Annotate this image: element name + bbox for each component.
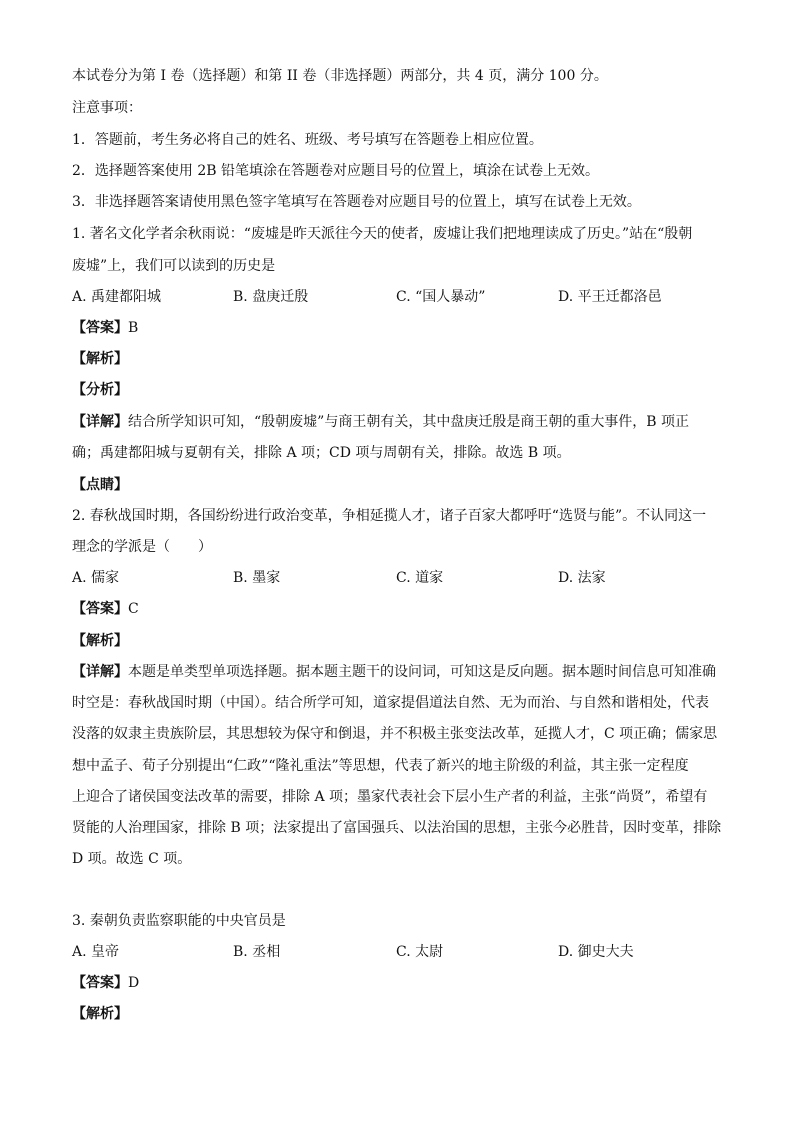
- question-3-options: [72, 942, 722, 962]
- question-3-stem-line-1: 3. 秦朝负责监察职能的中央官员是: [72, 913, 286, 929]
- answer-value: D: [128, 975, 140, 991]
- question-2-option-a[interactable]: A. 儒家: [72, 570, 120, 586]
- question-1-answer: [72, 318, 722, 338]
- question-1-option-d[interactable]: D. 平王迁都洛邑: [558, 289, 662, 305]
- question-2-analysis-tag: 【解析】: [72, 633, 128, 649]
- answer-tag: 【答案】: [72, 320, 128, 336]
- question-2-detail-line-4: 想中孟子、荀子分别提出“仁政”“隆礼重法”等思想，代表了新兴的地主阶级的利益，其主张一定程度: [72, 758, 689, 774]
- question-2-option-d[interactable]: D. 法家: [558, 570, 606, 586]
- question-1-fenxi-tag: 【分析】: [72, 382, 128, 398]
- question-1-detail-line-2: 确；禹建都阳城与夏朝有关，排除 A 项；CD 项与周朝有关，排除。故选 B 项。: [72, 445, 571, 461]
- question-3-answer: [72, 973, 722, 993]
- question-1-detail-line-1: [72, 412, 722, 432]
- notice-title: 注意事项：: [72, 100, 142, 116]
- question-2-detail-line-1: [72, 662, 722, 682]
- answer-tag: 【答案】: [72, 601, 128, 617]
- question-1-analysis-tag: 【解析】: [72, 351, 128, 367]
- question-2-detail-line-6: 贤能的人治理国家，排除 B 项；法家提出了富国强兵、以法治国的思想，主张今必胜昔，因时变革，排除: [72, 820, 722, 836]
- notice-item-3: 3．非选择题答案请使用黑色签字笔填写在答题卷对应题目号的位置上，填写在试卷上无效。: [72, 194, 641, 210]
- question-3-option-d[interactable]: D. 御史大夫: [558, 944, 634, 960]
- question-2-stem-line-2: 理念的学派是（ ）: [72, 539, 212, 555]
- question-2-answer: [72, 599, 722, 619]
- answer-tag: 【答案】: [72, 975, 128, 991]
- detail-tag: 【详解】: [72, 414, 128, 430]
- notice-item-2: 2．选择题答案使用 2B 铅笔填涂在答题卷对应题目号的位置上，填涂在试卷上无效。: [72, 163, 600, 179]
- question-3-option-b[interactable]: B. 丞相: [233, 944, 281, 960]
- answer-value: B: [128, 320, 139, 336]
- question-2-option-b[interactable]: B. 墨家: [233, 570, 281, 586]
- intro-line: 本试卷分为第 I 卷（选择题）和第 II 卷（非选择题）两部分，共 4 页，满分 100 分。: [72, 68, 608, 84]
- question-1-option-a[interactable]: A. 禹建都阳城: [72, 289, 162, 305]
- question-1-options: [72, 287, 722, 307]
- answer-value: C: [128, 601, 139, 617]
- question-2-detail-line-5: 上迎合了诸侯国变法改革的需要，排除 A 项；墨家代表社会下层小生产者的利益，主张“尚贤”，希望有: [72, 789, 708, 805]
- question-1-stem-line-2: 废墟”上，我们可以读到的历史是: [72, 258, 276, 274]
- question-2-detail-line-3: 没落的奴隶主贵族阶层，其思想较为保守和倒退，并不积极主张变法改革，延揽人才，C 项正确；儒家思: [72, 726, 718, 742]
- notice-item-1: 1．答题前，考生务必将自己的姓名、班级、考号填写在答题卷上相应位置。: [72, 132, 543, 148]
- question-1-option-c[interactable]: C. “国人暴动”: [396, 289, 486, 305]
- question-2-detail-line-7: D 项。故选 C 项。: [72, 851, 192, 867]
- question-2-options: [72, 568, 722, 588]
- question-2-option-c[interactable]: C. 道家: [396, 570, 444, 586]
- question-1-stem-line-1: 1. 著名文化学者余秋雨说：“废墟是昨天派往今天的使者，废墟让我们把地理读成了历史。”站在“殷朝: [72, 226, 693, 242]
- question-3-option-a[interactable]: A. 皇帝: [72, 944, 120, 960]
- question-1-option-b[interactable]: B. 盘庚迁殷: [233, 289, 309, 305]
- detail-tag: 【详解】: [72, 664, 128, 680]
- question-2-stem-line-1: 2. 春秋战国时期，各国纷纷进行政治变革，争相延揽人才，诸子百家大都呼吁“选贤与能”。不认同这一: [72, 508, 707, 524]
- question-2-detail-line-2: 时空是：春秋战国时期（中国）。结合所学可知，道家提倡道法自然、无为而治、与自然和谐相处，代表: [72, 695, 709, 711]
- question-3-option-c[interactable]: C. 太尉: [396, 944, 444, 960]
- question-3-analysis-tag: 【解析】: [72, 1006, 128, 1022]
- detail-text: 结合所学知识可知，“殷朝废墟”与商王朝有关，其中盘庚迁殷是商王朝的重大事件，B 项正: [128, 414, 690, 430]
- question-1-dianjing-tag: 【点睛】: [72, 477, 128, 493]
- detail-text: 本题是单类型单项选择题。据本题主题干的设问词，可知这是反向题。据本题时间信息可知准确: [128, 664, 716, 680]
